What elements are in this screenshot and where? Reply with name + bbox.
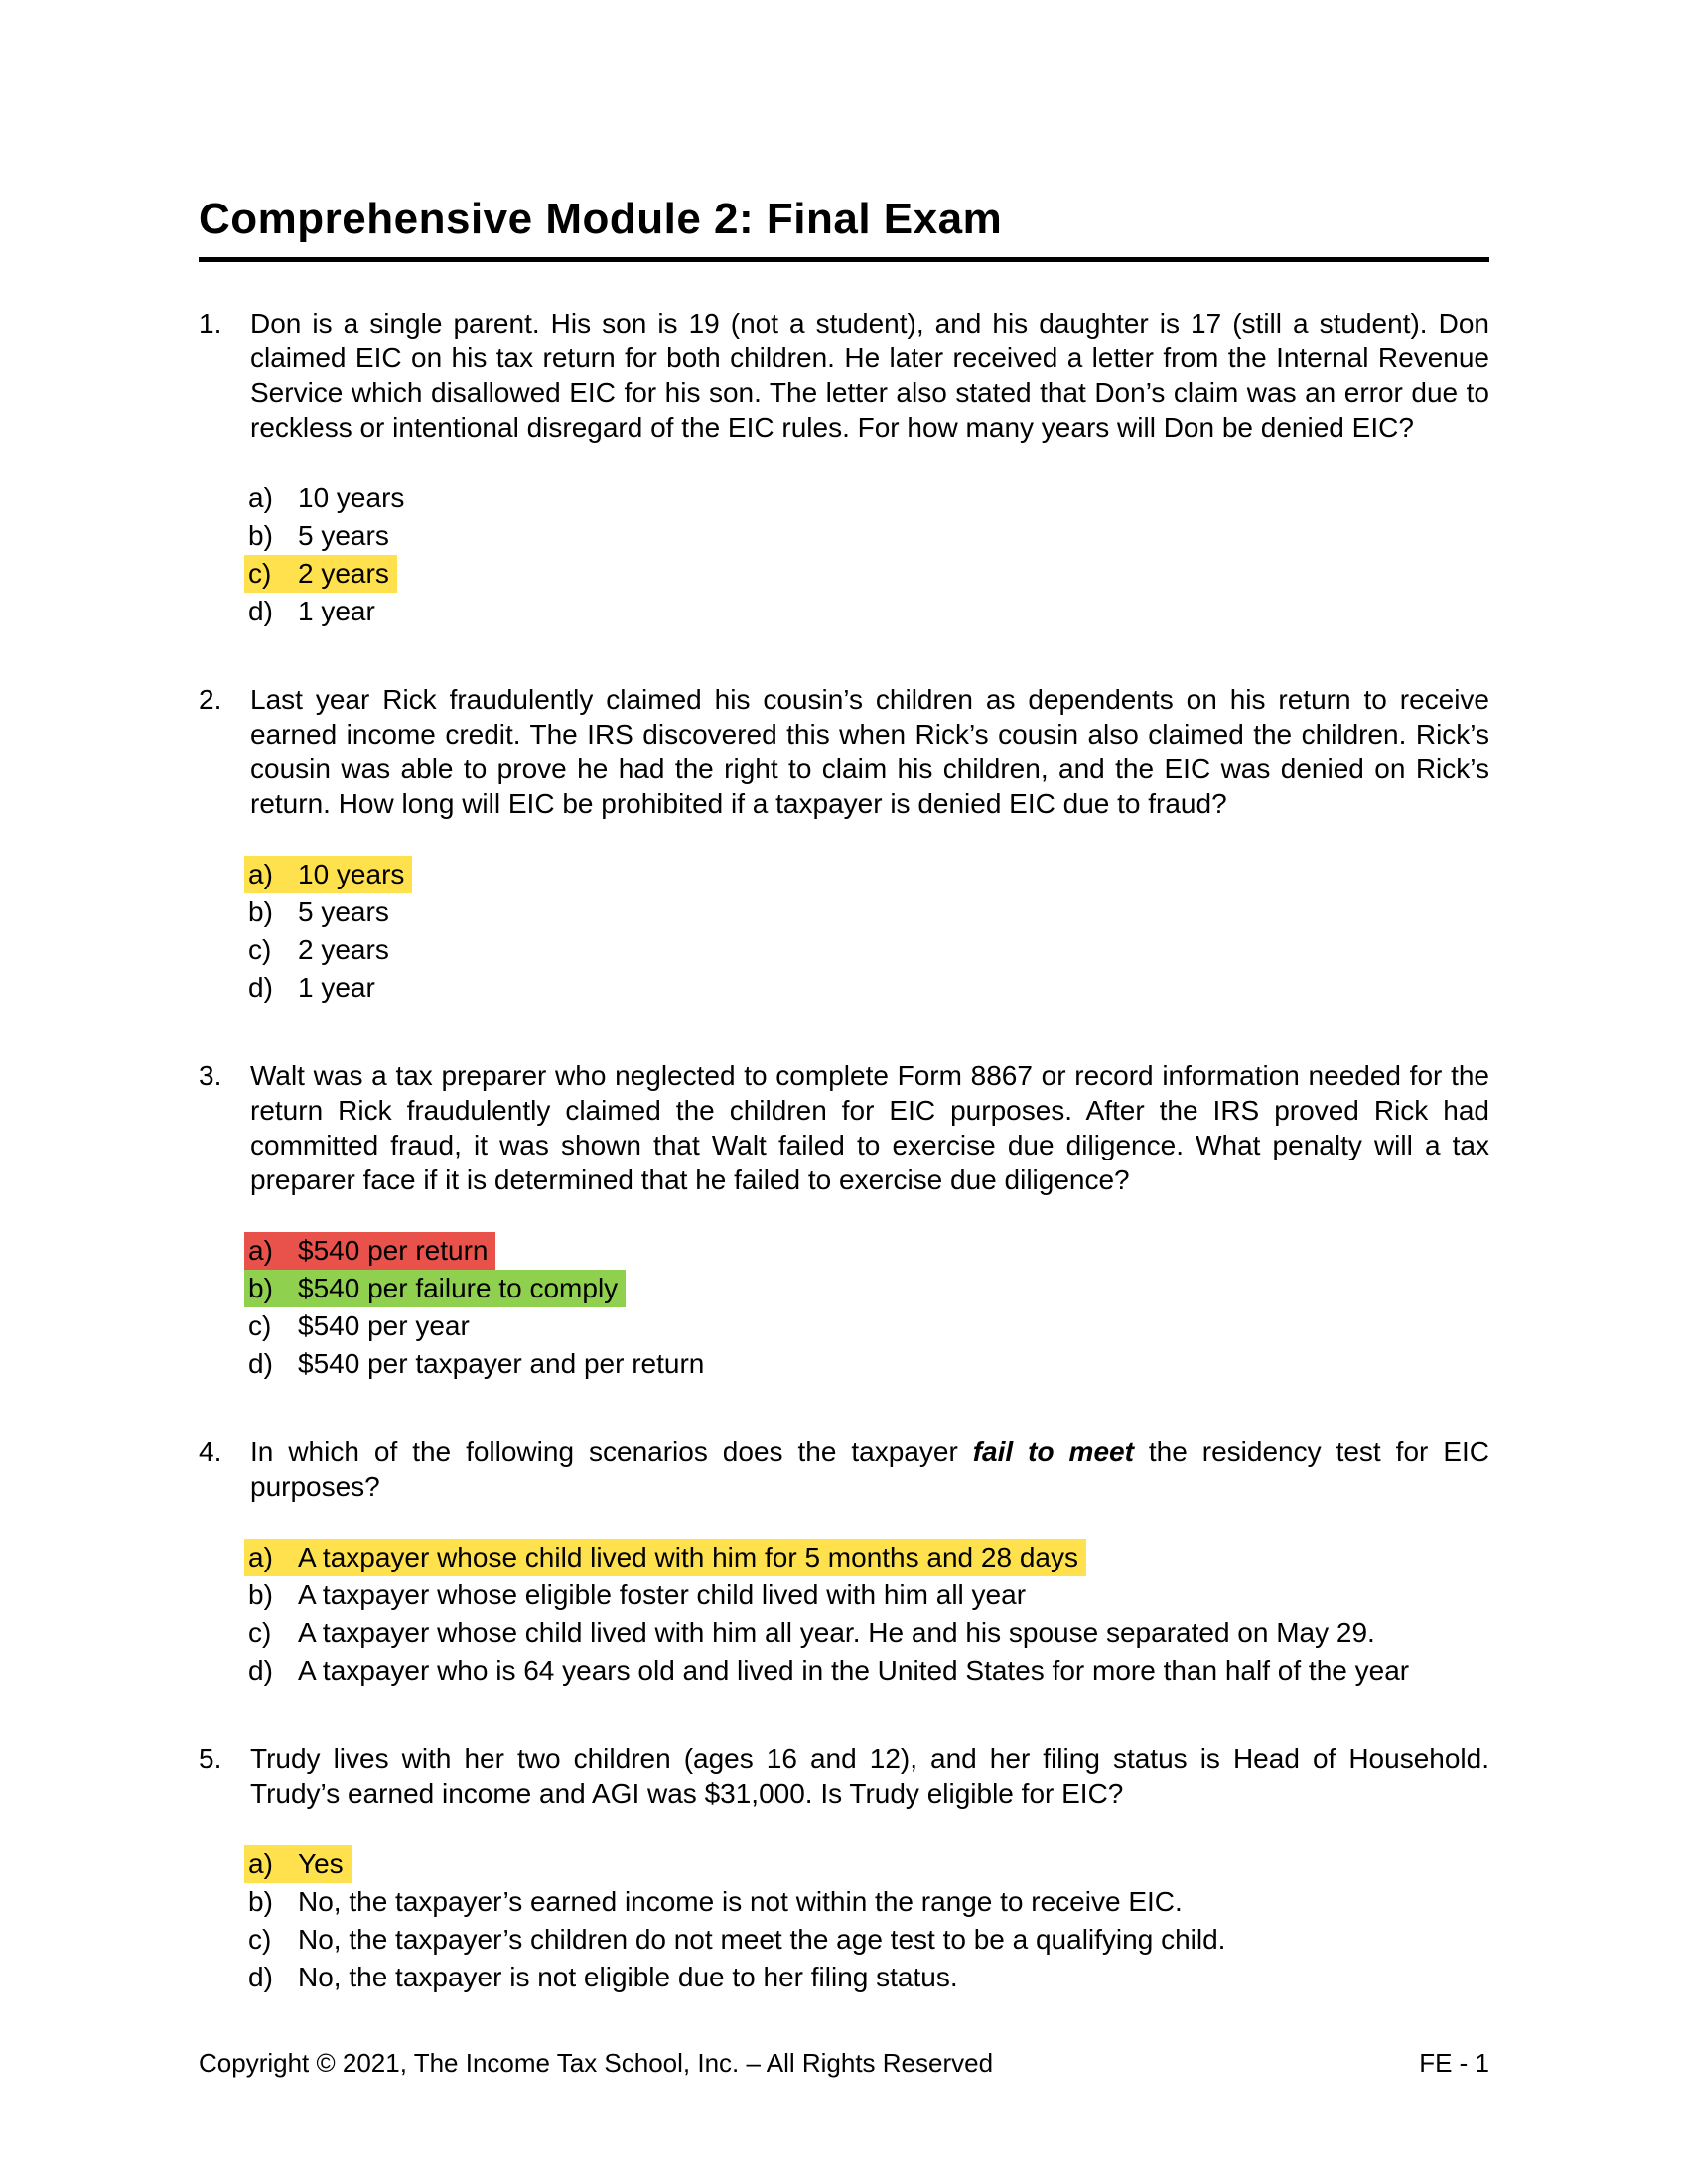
question-1-option-b [248,517,1489,555]
question-3-option-c [248,1307,1489,1345]
option-highlight [244,1959,966,1996]
option-letter: b) [248,1579,273,1610]
question-3-text-part: Walt was a tax preparer who neglected to complete Form 8867 or record information needed for the return Rick fraudulently claimed the children for EIC purposes. After the IRS proved Rick had committed fraud, it was shown that Walt failed to exercise due diligence. What penalty will a tax preparer face if it is determined that he failed to exercise due diligence? [250,1060,1489,1195]
question-4-text-part: the residency test for EIC purposes? [250,1436,1489,1502]
question-2-option-a [248,856,1489,893]
question-2-text-part: Last year Rick fraudulently claimed his cousin’s children as dependents on his return to receive earned income credit. The IRS discovered this when Rick’s cousin also claimed the children. Rick’s cousin was able to prove he had the right to claim his children, and the EIC was denied on Rick’s return. How long will EIC be prohibited if a taxpayer is denied EIC due to fraud? [250,684,1489,819]
option-letter: a) [248,1542,273,1572]
question-3-option-a [248,1232,1489,1270]
question-3-row [199,1058,1489,1197]
option-highlight [244,1883,1191,1921]
option-letter: b) [248,1273,273,1303]
question-1-text [250,306,1489,445]
question-4-text-emphasis: fail to meet [972,1436,1134,1467]
question-1-row [199,306,1489,445]
question-2-option-c [248,931,1489,969]
option-highlight [244,1307,478,1345]
question-5-options [248,1845,1489,1996]
option-letter: d) [248,1348,273,1379]
page-title: Comprehensive Module 2: Final Exam [199,194,1489,262]
option-highlight [244,479,412,517]
question-3-number: 3. [199,1060,222,1091]
option-highlight [244,1614,1383,1652]
option-text: No, the taxpayer’s earned income is not within the range to receive EIC. [298,1886,1183,1917]
question-4-option-b [248,1576,1489,1614]
question-4-text [250,1434,1489,1504]
question-4-options [248,1539,1489,1690]
question-2-number: 2. [199,684,222,715]
option-text: $540 per failure to comply [298,1273,619,1303]
option-highlight [244,931,397,969]
question-5-text-part: Trudy lives with her two children (ages 16 and 12), and her filing status is Head of Household. Trudy’s earned income and AGI was $31,000. Is Trudy eligible for EIC? [250,1743,1489,1809]
option-letter: c) [248,1617,272,1648]
option-highlight [244,969,383,1007]
option-letter: b) [248,896,273,927]
question-5-option-c [248,1921,1489,1959]
question-5-option-d [248,1959,1489,1996]
option-text: A taxpayer whose child lived with him all year. He and his spouse separated on May 29. [298,1617,1375,1648]
question-4-option-a [248,1539,1489,1576]
option-highlight [244,893,397,931]
question-1 [199,306,1489,630]
question-4-text-part: In which of the following scenarios does the taxpayer [250,1436,973,1467]
question-4 [199,1434,1489,1690]
option-letter: a) [248,1235,273,1266]
question-4-row [199,1434,1489,1504]
question-1-option-c [248,555,1489,593]
question-3-text [250,1058,1489,1197]
option-letter: d) [248,972,273,1003]
option-text: 1 year [298,596,375,626]
question-2-option-b [248,893,1489,931]
page-footer [199,2047,1489,2079]
option-letter: a) [248,1848,273,1879]
option-text: No, the taxpayer’s children do not meet the age test to be a qualifying child. [298,1924,1226,1955]
option-letter: c) [248,558,272,589]
option-highlight [244,1232,495,1270]
question-5-number: 5. [199,1743,222,1774]
question-1-number: 1. [199,308,222,339]
option-highlight [244,1270,626,1307]
option-text: 1 year [298,972,375,1003]
question-5-row [199,1741,1489,1811]
option-text: $540 per taxpayer and per return [298,1348,705,1379]
option-highlight [244,517,397,555]
option-text: $540 per return [298,1235,489,1266]
question-1-text-part: Don is a single parent. His son is 19 (not a student), and his daughter is 17 (still a student). Don claimed EIC on his tax return for both children. He later received a letter from the Internal Revenue Service which disallowed EIC for his son. The letter also stated that Don’s claim was an error due to reckless or intentional disregard of the EIC rules. For how many years will Don be denied EIC? [250,308,1489,443]
option-letter: b) [248,520,273,551]
question-3-options [248,1232,1489,1383]
question-1-options [248,479,1489,630]
option-highlight [244,1576,1034,1614]
option-letter: d) [248,1962,273,1992]
question-4-option-c [248,1614,1489,1652]
option-letter: a) [248,482,273,513]
question-5-option-a [248,1845,1489,1883]
option-text: A taxpayer whose eligible foster child lived with him all year [298,1579,1027,1610]
option-highlight [244,1345,712,1383]
option-highlight [244,856,412,893]
option-text: 2 years [298,558,389,589]
question-2-options [248,856,1489,1007]
option-highlight [244,1539,1086,1576]
question-4-option-d [248,1652,1489,1690]
question-5-text [250,1741,1489,1811]
question-1-option-d [248,593,1489,630]
question-3-option-d [248,1345,1489,1383]
option-text: 5 years [298,896,389,927]
question-2-row [199,682,1489,821]
option-highlight [244,1921,1233,1959]
option-letter: d) [248,1655,273,1686]
question-3 [199,1058,1489,1383]
question-4-number: 4. [199,1436,222,1467]
option-text: $540 per year [298,1310,470,1341]
option-text: No, the taxpayer is not eligible due to her filing status. [298,1962,958,1992]
question-3-option-b [248,1270,1489,1307]
option-highlight [244,1652,1417,1690]
option-letter: b) [248,1886,273,1917]
option-text: A taxpayer who is 64 years old and lived in the United States for more than half of the year [298,1655,1410,1686]
question-1-option-a [248,479,1489,517]
option-text: 2 years [298,934,389,965]
option-highlight [244,1845,352,1883]
option-text: Yes [298,1848,344,1879]
option-letter: c) [248,1924,272,1955]
question-2 [199,682,1489,1007]
option-letter: d) [248,596,273,626]
footer-copyright: Copyright © 2021, The Income Tax School, Inc. – All Rights Reserved [199,2048,994,2078]
option-text: 5 years [298,520,389,551]
footer-page-number: FE - 1 [1419,2048,1489,2078]
question-2-text [250,682,1489,821]
question-5-option-b [248,1883,1489,1921]
option-letter: c) [248,1310,272,1341]
question-2-option-d [248,969,1489,1007]
option-highlight [244,593,383,630]
option-highlight [244,555,397,593]
option-text: A taxpayer whose child lived with him for 5 months and 28 days [298,1542,1078,1572]
option-letter: a) [248,859,273,889]
question-5 [199,1741,1489,1996]
option-letter: c) [248,934,272,965]
option-text: 10 years [298,859,405,889]
option-text: 10 years [298,482,405,513]
